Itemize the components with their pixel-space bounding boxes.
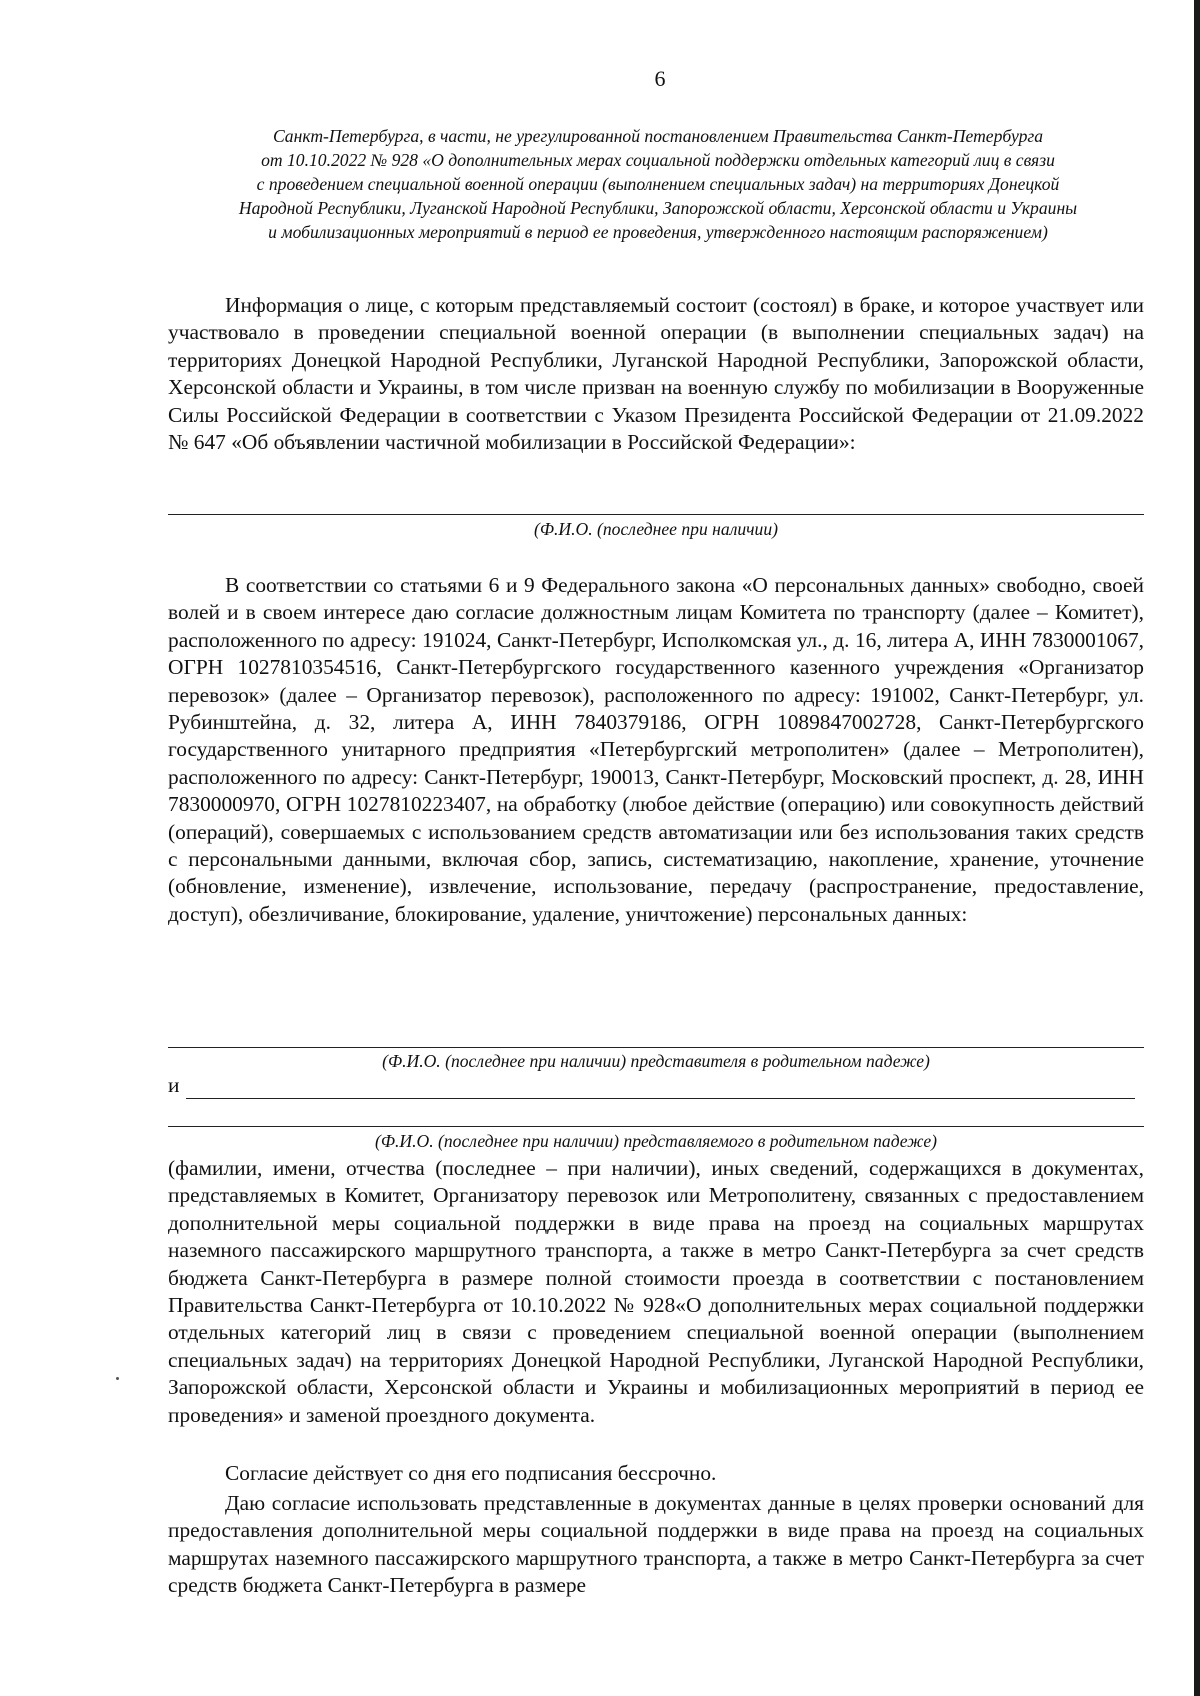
page-edge	[1194, 0, 1200, 1696]
purpose-paragraph: Даю согласие использовать представленные в документах данные в целях проверки оснований для предоставления дополнительной меры социальной поддержки в виде права на проезд на социальных маршрутах наземного пассажирского маршрутного транспорта, а также в метро Санкт-Петербурга за счет средств бюджета Санкт-Петербурга в размере	[168, 1491, 1144, 1598]
fio-caption: (Ф.И.О. (последнее при наличии)	[533, 519, 779, 539]
caption-line: Народной Республики, Луганской Народной Республики, Запорожской области, Херсонской области и Украины	[238, 198, 1078, 218]
data-paragraph: (фамилии, имени, отчества (последнее – при наличии), иных сведений, содержащихся в документах, представляемых в Комитет, Организатору перевозок или Метрополитену, связанных с предоставлением дополнительной меры социальной поддержки в виде права на проезд на социальных маршрутах наземного пассажирского маршрутного транспорта, а также в метро Санкт-Петербурга за счет средств бюджета Санкт-Петербурга в размере полной стоимости проезда в соответствии с постановлением Правительства Санкт-Петербурга от 10.10.2022 № 928«О дополнительных мерах социальной поддержки отдельных категорий лиц в связи с проведением специальной военной операции (выполнением специальных задач) на территориях Донецкой Народной Республики, Луганской Народной Республики, Запорожской области, Херсонской области и Украины и мобилизационных мероприятий в период ее проведения» и заменой проездного документа.	[168, 1156, 1144, 1427]
represented-input-line-1[interactable]	[186, 1098, 1135, 1099]
caption-line: и мобилизационных мероприятий в период ее проведения, утвержденного настоящим распоряжением)	[268, 222, 1048, 242]
represented-input-line-2[interactable]	[168, 1126, 1144, 1127]
page-number: 6	[654, 66, 666, 91]
represented-caption: (Ф.И.О. (последнее при наличии) представляемого в родительном падеже)	[375, 1131, 937, 1151]
form-caption	[168, 124, 1148, 244]
caption-line: с проведением специальной военной операции (выполнением специальных задач) на территориях Донецкой	[256, 174, 1060, 194]
caption-line: Санкт-Петербурга, в части, не урегулированной постановлением Правительства Санкт-Петербурга	[272, 126, 1044, 146]
representative-caption: (Ф.И.О. (последнее при наличии) представителя в родительном падеже)	[382, 1051, 930, 1071]
info-paragraph: Информация о лице, с которым представляемый состоит (состоял) в браке, и которое участвует или участвовало в проведении специальной военной операции (в выполнении специальных задач) на территориях Донецкой Народной Республики, Луганской Народной Республики, Запорожской области, Херсонской области и Украины, в том числе призван на военную службу по мобилизации в Вооруженные Силы Российской Федерации в соответствии с Указом Президента Российской Федерации от 21.09.2022 № 647 «Об объявлении частичной мобилизации в Российской Федерации»:	[168, 293, 1144, 455]
and-word: и	[168, 1073, 180, 1097]
fio-input-line[interactable]	[168, 514, 1144, 515]
validity-paragraph: Согласие действует со дня его подписания бессрочно.	[225, 1461, 717, 1485]
representative-input-line[interactable]	[168, 1047, 1144, 1048]
scan-speck	[116, 1377, 119, 1380]
consent-paragraph: В соответствии со статьями 6 и 9 Федерального закона «О персональных данных» свободно, своей волей и в своем интересе даю согласие должностным лицам Комитета по транспорту (далее – Комитет), расположенного по адресу: 191024, Санкт-Петербург, Исполкомская ул., д. 16, литера А, ИНН 7830001067, ОГРН 1027810354516, Санкт-Петербургского государственного казенного учреждения «Организатор перевозок» (далее – Организатор перевозок), расположенного по адресу: 191002, Санкт-Петербург, ул. Рубинштейна, д. 32, литера А, ИНН 7840379186, ОГРН 1089847002728, Санкт-Петербургского государственного унитарного предприятия «Петербургский метрополитен» (далее – Метрополитен), расположенного по адресу: Санкт-Петербург, 190013, Санкт-Петербург, Московский проспект, д. 28, ИНН 7830000970, ОГРН 1027810223407, на обработку (любое действие (операцию) или совокупность действий (операций), совершаемых с использованием средств автоматизации или без использования таких средств с персональными данными, включая сбор, запись, систематизацию, накопление, хранение, уточнение (обновление, изменение), извлечение, использование, передачу (распространение, предоставление, доступ), обезличивание, блокирование, удаление, уничтожение) персональных данных:	[168, 573, 1144, 926]
caption-line: от 10.10.2022 № 928 «О дополнительных мерах социальной поддержки отдельных категорий лиц в связи	[261, 150, 1055, 170]
